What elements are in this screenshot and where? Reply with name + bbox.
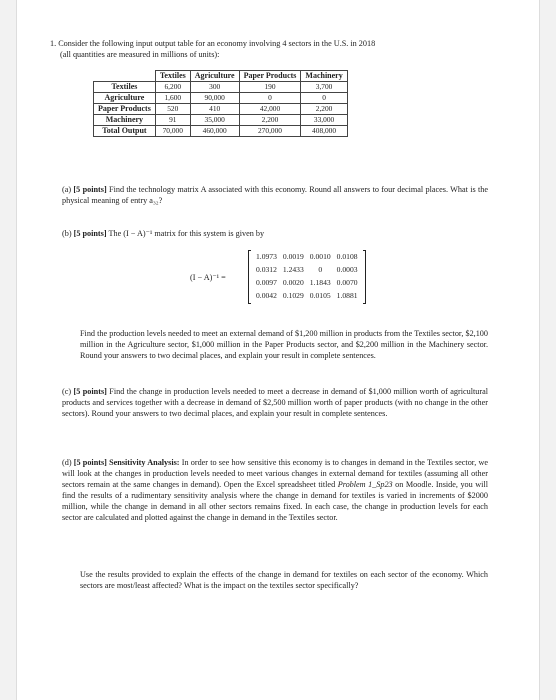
part-b-tag: (b): [62, 229, 72, 238]
row-label: Paper Products: [94, 104, 156, 115]
table-cell: 90,000: [190, 93, 239, 104]
column-header: Textiles: [155, 71, 190, 82]
table-cell: 35,000: [190, 115, 239, 126]
question-intro-line2: (all quantities are measured in millions of units):: [60, 50, 220, 59]
table-cell: 2,200: [301, 104, 347, 115]
matrix-label: (I − A)⁻¹ =: [190, 273, 226, 282]
matrix-cell: 0.0108: [336, 252, 358, 261]
table-cell: 270,000: [239, 126, 301, 137]
part-a-text: [62, 184, 488, 206]
part-b-intro: [62, 228, 488, 239]
table-cell: 520: [155, 104, 190, 115]
table-row: [94, 93, 348, 104]
matrix-table: [253, 250, 361, 302]
column-header: Machinery: [301, 71, 347, 82]
table-cell: 410: [190, 104, 239, 115]
part-d: [62, 457, 488, 523]
total-output-row: [94, 126, 348, 137]
part-d-tag: (d): [62, 458, 72, 467]
table-cell: 2,200: [239, 115, 301, 126]
part-a-points: [5 points]: [73, 185, 107, 194]
part-b-points: [5 points]: [73, 229, 107, 238]
matrix-cell: 0.1029: [282, 291, 304, 300]
spreadsheet-file-name: Problem 1_Sp23: [337, 480, 393, 489]
matrix-cell: 0.0105: [309, 291, 331, 300]
input-output-table: [93, 70, 348, 137]
matrix-cell: 0.0020: [282, 278, 304, 287]
matrix-cell: 0.0019: [282, 252, 304, 261]
question-number: 1.: [50, 39, 57, 48]
table-cell: 1,600: [155, 93, 190, 104]
matrix-cell: 0: [318, 265, 323, 274]
table-cell: 408,000: [301, 126, 347, 137]
part-d-followup: [80, 569, 488, 591]
problem-content: [50, 38, 490, 590]
table-header-row: [94, 71, 348, 82]
table-cell: 70,000: [155, 126, 190, 137]
table-cell: 0: [239, 93, 301, 104]
matrix-cell: 0.0003: [336, 265, 358, 274]
matrix-row: [253, 289, 361, 302]
question-intro-line1: Consider the following input output table for an economy involving 4 sectors in the U.S. in 2018: [58, 39, 376, 48]
table-cell: 460,000: [190, 126, 239, 137]
table-cell: 190: [239, 82, 301, 93]
column-header: Agriculture: [190, 71, 239, 82]
part-d-body-before: In order to see how sensitive this economy is to changes in demand in the Textiles sector, we will look at the changes in production levels needed to meet various changes in external demand for textiles (assuming all other sectors remain at the same changes in demand). Open the Excel spreadsheet titled: [62, 458, 488, 489]
part-c-text: [62, 386, 488, 419]
part-c-body: Find the change in production levels needed to meet a decrease in demand of $1,000 million worth of agricultural products and services together with a decrease in demand of $2,500 million worth of paper products (with no change in the other sectors). Round your answers to two decimal places, and explain your result in complete sentences.: [62, 387, 489, 418]
matrix-cell: 1.0973: [256, 252, 277, 261]
part-a-body: Find the technology matrix A associated with this economy. Round all answers to four decimal places. What is the physical meaning of entry a₃₂?: [62, 185, 489, 205]
question-intro: [50, 38, 490, 60]
inverse-matrix: [190, 250, 430, 306]
part-d-body-after: on Moodle. Inside, you will find the results of a rudimentary sensitivity analysis where the change in demand for textiles is varied in increments of $2000 million, while the change in demand in all other sectors remains fixed. In each case, the change in production levels for each sector are calculated and plotted against the change in demand in the Textiles sector.: [62, 480, 488, 522]
table-row: [94, 104, 348, 115]
row-label: Textiles: [94, 82, 156, 93]
table-cell: 42,000: [239, 104, 301, 115]
matrix-row: [253, 276, 361, 289]
matrix-cell: 0.0312: [256, 265, 277, 274]
part-b-body: Find the production levels needed to meet an external demand of $1,200 million in products from the Textiles sector, $2,100 million in the Agriculture sector, $1,000 million in the Paper Products sector, and $2,200 million in the Machinery sector. Round your answers to two decimal places, and explain your result in complete sentences.: [80, 329, 488, 360]
table-cell: 3,700: [301, 82, 347, 93]
part-b: [62, 228, 488, 239]
part-d-followup-text: Use the results provided to explain the effects of the change in demand for textiles on each sector of the economy. Which sectors are most/least affected? What is the impact on the textiles sector specifically?: [80, 570, 488, 590]
table-row: [94, 115, 348, 126]
part-b-intro-text: The (I − A)⁻¹ matrix for this system is given by: [108, 229, 265, 238]
matrix-row: [253, 263, 361, 276]
part-d-points: [5 points] Sensitivity Analysis:: [73, 458, 180, 467]
part-c-tag: (c): [62, 387, 72, 396]
table-cell: 300: [190, 82, 239, 93]
table-row: [94, 82, 348, 93]
part-d-text: [62, 457, 488, 523]
table-cell: 33,000: [301, 115, 347, 126]
table-corner-cell: [94, 71, 156, 82]
matrix-cell: 0.0042: [256, 291, 277, 300]
table-cell: 6,200: [155, 82, 190, 93]
matrix-cell: 0.0010: [309, 252, 331, 261]
table-cell: 91: [155, 115, 190, 126]
part-b-question: [80, 328, 488, 361]
part-c-points: [5 points]: [73, 387, 107, 396]
matrix-cell: 1.2433: [282, 265, 304, 274]
row-label: Total Output: [94, 126, 156, 137]
row-label: Agriculture: [94, 93, 156, 104]
part-c: [62, 386, 488, 419]
matrix-cell: 0.0070: [336, 278, 358, 287]
row-label: Machinery: [94, 115, 156, 126]
matrix-cell: 1.0881: [336, 291, 358, 300]
part-a: [62, 184, 488, 206]
matrix-brackets: [248, 250, 366, 304]
matrix-row: [253, 250, 361, 263]
part-a-tag: (a): [62, 185, 72, 194]
table-cell: 0: [301, 93, 347, 104]
column-header: Paper Products: [239, 71, 301, 82]
document-page: [17, 0, 539, 700]
matrix-cell: 1.1843: [309, 278, 331, 287]
matrix-cell: 0.0097: [256, 278, 277, 287]
